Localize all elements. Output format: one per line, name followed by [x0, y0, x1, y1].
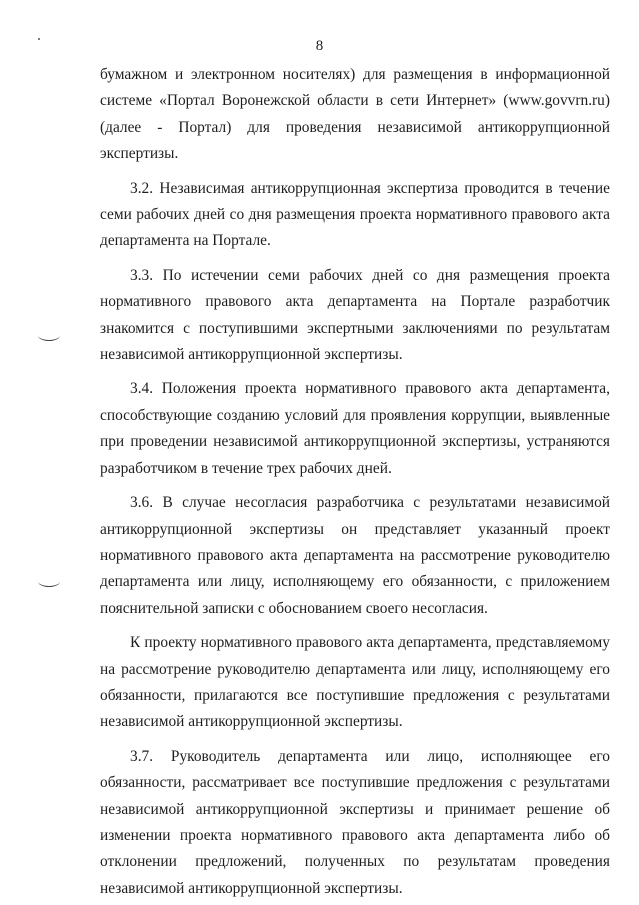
page-number: 8 — [315, 38, 324, 54]
document-body — [100, 62, 610, 902]
paragraph-continuation: бумажном и электронном носителях) для размещения в информационной системе «Портал Воронежской области в сети Интернет» (www.govvrn.ru) (далее - Портал) для проведения независимой антикоррупционной экспертизы. — [100, 66, 610, 163]
binding-hole-mark — [38, 576, 60, 587]
paragraph-3-2: 3.2. Независимая антикоррупционная экспертиза проводится в течение семи рабочих дней со дня размещения проекта нормативного правового акта департамента на Портале. — [100, 179, 610, 250]
paragraph-3-4: 3.4. Положения проекта нормативного правового акта департамента, способствующие созданию условий для проявления коррупции, выявленные при проведении независимой антикоррупционной экспертизы, устраняются разработчиком в течение трех рабочих дней. — [100, 380, 610, 477]
paragraph-attachments: К проекту нормативного правового акта департамента, представляемому на рассмотрение руководителю департамента или лицу, исполняющему его обязанности, прилагаются все поступившие предложения с результатами независимой антикоррупционной экспертизы. — [100, 634, 610, 731]
paragraph-3-6: 3.6. В случае несогласия разработчика с результатами независимой антикоррупционной экспертизы он представляет указанный проект нормативного правового акта департамента на рассмотрение руководителю департамента или лицу, исполняющему его обязанности, с приложением пояснительной записки с обоснованием своего несогласия. — [100, 494, 610, 617]
paragraph-3-7: 3.7. Руководитель департамента или лицо, исполняющее его обязанности, рассматривает все поступившие предложения с результатами независимой антикоррупционной экспертизы и принимает решение об изменении проекта нормативного правового акта департамента либо об отклонении предложений, полученных по результатам проведения независимой антикоррупционной экспертизы. — [100, 747, 610, 897]
binding-hole-mark — [38, 330, 60, 341]
paragraph-3-3: 3.3. По истечении семи рабочих дней со дня размещения проекта нормативного правового акта департамента на Портале разработчик знакомится с поступившими экспертными заключениями по результатам независимой антикоррупционной экспертизы. — [100, 266, 610, 364]
